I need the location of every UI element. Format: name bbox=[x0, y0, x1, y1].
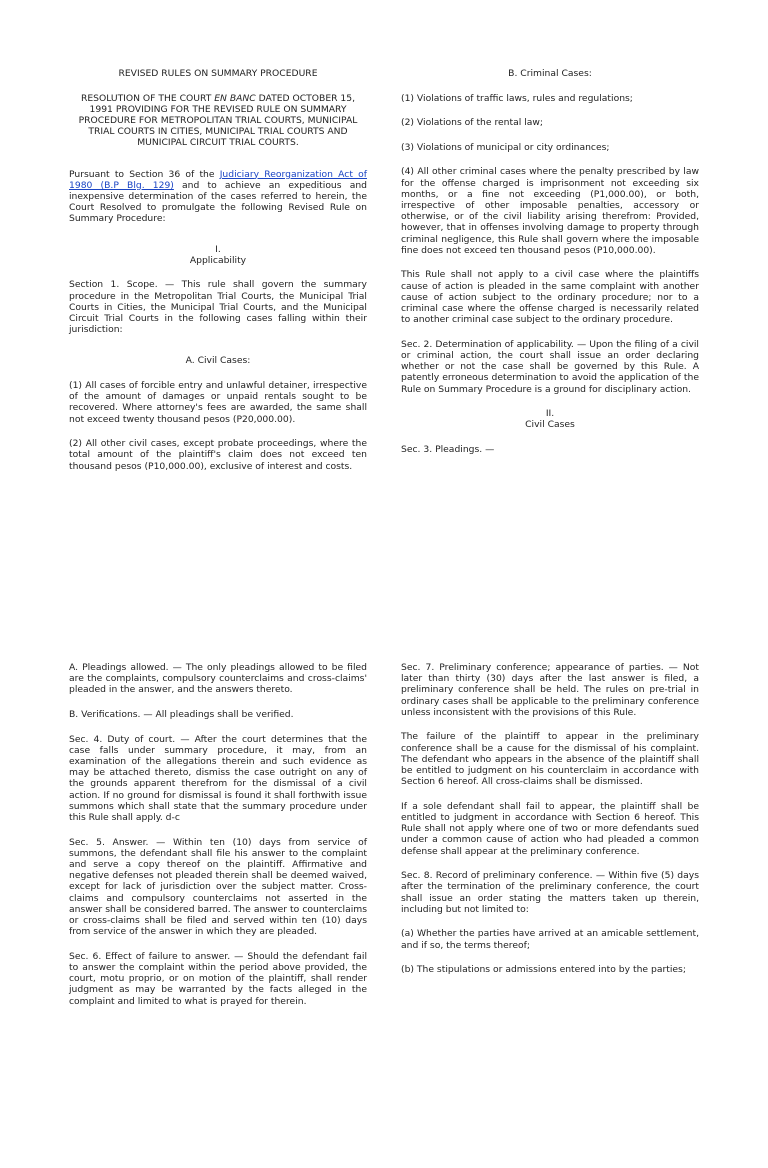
resolution-en-banc: EN BANC bbox=[214, 92, 256, 104]
page1-right-column bbox=[401, 68, 699, 469]
document-page-2 bbox=[0, 656, 768, 1168]
criminal-case-4: (4) All other criminal cases where the penalty prescribed by law for the offense charged is imprisonment not exceeding six months, or a fine not exceeding (P1,000.00), or both, irrespective of other imposable penalties, accessory or otherwise, or of the civil liability arising therefrom: Provided, however, that in offenses involving damage to property through criminal negligence, this Rule shall govern where the imposable fine does not exceed ten thousand pesos (P10,000.00). bbox=[401, 166, 699, 256]
civil-case-1: (1) All cases of forcible entry and unlawful detainer, irrespective of the amount of damages or unpaid rentals sought to be recovered. Where attorney's fees are awarded, the same shall not exceed twenty thousand pesos (P20,000.00). bbox=[69, 380, 367, 425]
page2-left-column bbox=[69, 662, 367, 1020]
criminal-cases-heading: B. Criminal Cases: bbox=[508, 68, 592, 79]
section-4-duty-of-court: Sec. 4. Duty of court. — After the court determines that the case falls under summary procedure, it may, from an examination of the allegations therein and such evidence as may be attached thereto, dismiss the case outright on any of the grounds apparent therefrom for the dismissal of a civil action. If no ground for dismissal is found it shall forthwith issue summons which shall state that the summary procedure under this Rule shall apply. d-c bbox=[69, 733, 367, 824]
civil-case-2: (2) All other civil cases, except probate proceedings, where the total amount of the plaintiff's claim does not exceed ten thousand pesos (P10,000.00), exclusive of interest and costs. bbox=[69, 438, 367, 472]
section-2-applicability: Sec. 2. Determination of applicability. — Upon the filing of a civil or criminal action, the court shall issue an order declaring whether or not the case shall be governed by this Rule. A patently erroneous determination to avoid the application of the Rule on Summary Procedure is a ground for disciplinary action. bbox=[401, 338, 699, 395]
civil-cases-heading: A. Civil Cases: bbox=[185, 355, 251, 367]
page1-left-column bbox=[69, 68, 367, 485]
sole-defendant: If a sole defendant shall fail to appear, the plaintiff shall be entitled to judgment in accordance with Section 6 hereof. This Rule shall not apply where one of two or more defendants sued under a common cause of action who had pleaded a common defense shall appear at the preliminary conference. bbox=[401, 800, 699, 857]
document-page-1 bbox=[0, 0, 768, 512]
pursuant-text-start: Pursuant to Section 36 of the bbox=[69, 168, 220, 180]
resolution-text-start: RESOLUTION OF THE COURT bbox=[80, 92, 215, 104]
resolution-heading bbox=[69, 93, 367, 149]
failure-of-plaintiff: The failure of the plaintiff to appear in the preliminary conference shall be a cause for the dismissal of his complaint. The defendant who appears in the absence of the plaintiff shall be entitled to judgment on his counterclaim in accordance with Section 6 hereof. All cross-claims shall be dismissed. bbox=[401, 731, 699, 788]
criminal-case-1: (1) Violations of traffic laws, rules and regulations; bbox=[401, 92, 633, 104]
section-3-pleadings: Sec. 3. Pleadings. — bbox=[401, 444, 495, 455]
criminal-case-3: (3) Violations of municipal or city ordinances; bbox=[401, 141, 610, 153]
record-item-b: (b) The stipulations or admissions entered into by the parties; bbox=[401, 964, 686, 976]
section-8-record: Sec. 8. Record of preliminary conference. — Within five (5) days after the termination of the preliminary conference, the court shall issue an order stating the matters taken up therein, including but not limited to: bbox=[401, 870, 699, 915]
section-1-scope: Section 1. Scope. — This rule shall govern the summary procedure in the Metropolitan Trial Courts, the Municipal Trial Courts in Cities, the Municipal Trial Courts, and the Municipal Circuit Trial Courts in the following cases falling within their jurisdiction: bbox=[69, 279, 367, 336]
page2-right-column bbox=[401, 662, 699, 989]
criminal-case-2: (2) Violations of the rental law; bbox=[401, 117, 544, 129]
pursuant-paragraph bbox=[69, 169, 367, 225]
pleadings-allowed: A. Pleadings allowed. — The only pleadings allowed to be filed are the complaints, compulsory counterclaims and cross-claims' pleaded in the answer, and the answers thereto. bbox=[69, 662, 367, 696]
resolution-text-end: DATED OCTOBER 15, 1991 PROVIDING FOR THE REVISED RULE ON SUMMARY PROCEDURE FOR METROPOLITAN TRIAL COURTS, MUNICIPAL TRIAL COURTS IN CITIES, MUNICIPAL TRIAL COURTS AND MUNICIPAL CIRCUIT TRIAL COURTS. bbox=[78, 92, 358, 149]
document-title: REVISED RULES ON SUMMARY PROCEDURE bbox=[118, 68, 318, 79]
section-6-failure-to-answer: Sec. 6. Effect of failure to answer. — Should the defendant fail to answer the complaint within the period above provided, the court, motu proprio, or on motion of the plaintiff, shall render judgment as may be warranted by the facts alleged in the complaint and limited to what is prayed for therein. bbox=[69, 950, 367, 1007]
section-7-preliminary-conference: Sec. 7. Preliminary conference; appearance of parties. — Not later than thirty (30) days after the last answer is filed, a preliminary conference shall be held. The rules on pre-trial in ordinary cases shall be applicable to the preliminary conference unless inconsistent with the provisions of this Rule. bbox=[401, 662, 699, 718]
section-5-answer: Sec. 5. Answer. — Within ten (10) days from service of summons, the defendant shall file his answer to the complaint and serve a copy thereof on the plaintiff. Affirmative and negative defenses not pleaded therein shall be deemed waived, except for lack of jurisdiction over the subject matter. Cross-claims and compulsory counterclaims not asserted in the answer shall be considered barred. The answer to counterclaims or cross-claims shall be filed and served within ten (10) days from service of the answer in which they are pleaded. bbox=[69, 836, 367, 938]
verifications: B. Verifications. — All pleadings shall be verified. bbox=[69, 709, 294, 720]
record-item-a: (a) Whether the parties have arrived at an amicable settlement, and if so, the terms thereof; bbox=[401, 928, 699, 951]
not-apply-paragraph: This Rule shall not apply to a civil case where the plaintiffs cause of action is pleaded in the same complaint with another cause of action subject to the ordinary procedure; nor to a criminal case where the offense charged is necessarily related to another criminal case subject to the ordinary procedure. bbox=[401, 269, 699, 326]
pursuant-text-end: and to achieve an expeditious and inexpensive determination of the cases referred to herein, the Court Resolved to promulgate the following Revised Rule on Summary Procedure: bbox=[69, 179, 367, 225]
part-1-title: Applicability bbox=[189, 254, 247, 266]
part-1-number: I. bbox=[215, 243, 221, 255]
part-2-title: Civil Cases bbox=[525, 419, 575, 431]
part-2-number: II. bbox=[545, 408, 555, 420]
judiciary-act-link[interactable]: Judiciary Reorganization Act of 1980 (B.P Blg. 129) bbox=[69, 168, 367, 191]
